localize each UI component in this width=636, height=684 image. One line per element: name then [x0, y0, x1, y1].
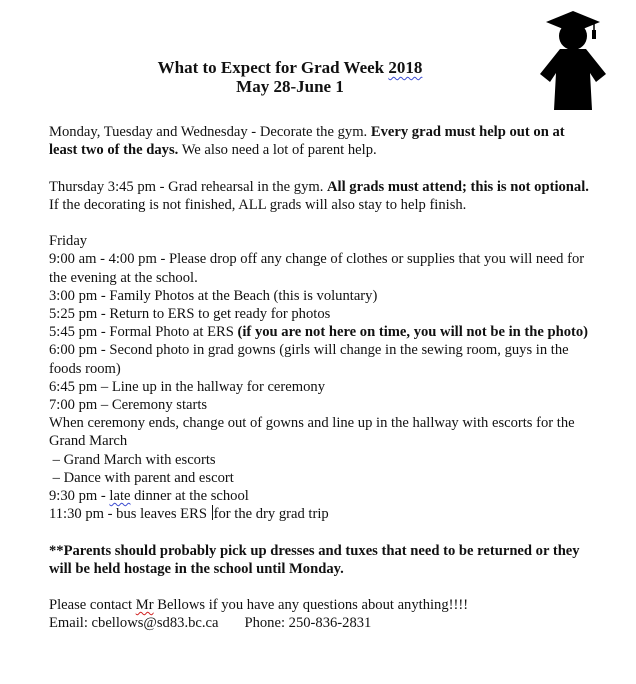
friday-item: 3:00 pm - Family Photos at the Beach (this is voluntary): [49, 287, 378, 304]
friday-item-bus: 11:30 pm - bus leaves ERS for the dry grad trip: [49, 506, 329, 523]
friday-item: 6:00 pm - Second photo in grad gowns (girls will change in the sewing room, guys in the foods room): [49, 342, 569, 377]
thursday-paragraph: Thursday 3:45 pm - Grad rehearsal in the gym. All grads must attend; this is not optional. If the decorating is not finished, ALL grads will also stay to help finish.: [49, 178, 589, 213]
text-cursor: [212, 505, 213, 520]
friday-heading: Friday: [49, 233, 88, 250]
friday-item: 9:00 am - 4:00 pm - Please drop off any change of clothes or supplies that you will need for the evening at the school.: [49, 251, 585, 286]
contact-details: [49, 614, 589, 632]
friday-item-dinner: 9:30 pm - late dinner at the school: [49, 488, 249, 505]
friday-item-formal-photo: 5:45 pm - Formal Photo at ERS (if you are not here on time, you will not be in the photo): [49, 324, 589, 341]
phone: Phone: 250-836-2831: [244, 615, 372, 632]
document-body: [49, 123, 589, 633]
parents-note: **Parents should probably pick up dresses and tuxes that need to be returned or they will be held hostage in the school until Monday.: [49, 542, 580, 577]
mon-wed-paragraph: Monday, Tuesday and Wednesday - Decorate the gym. Every grad must help out on at least two of the days. We also need a lot of parent help.: [49, 124, 565, 159]
title-text: What to Expect for Grad Week: [157, 58, 389, 77]
friday-item: When ceremony ends, change out of gowns and line up in the hallway with escorts for the Grand March: [49, 415, 575, 450]
email: Email: cbellows@sd83.bc.ca: [49, 615, 219, 632]
title-year: 2018: [388, 58, 423, 77]
contact-line: Please contact Mr Bellows if you have any questions about anything!!!!: [49, 597, 469, 614]
friday-item: 6:45 pm – Line up in the hallway for ceremony: [49, 378, 325, 395]
grammar-flag: late: [109, 488, 131, 505]
friday-item: – Dance with parent and escort: [49, 469, 234, 486]
document-title: [0, 58, 580, 96]
friday-item: 7:00 pm – Ceremony starts: [49, 397, 208, 414]
graduate-silhouette-icon: [538, 6, 608, 110]
friday-item: 5:25 pm - Return to ERS to get ready for photos: [49, 306, 331, 322]
spelling-flag: Mr: [135, 597, 154, 614]
friday-item: – Grand March with escorts: [49, 451, 216, 468]
date-range: May 28-June 1: [236, 77, 344, 96]
